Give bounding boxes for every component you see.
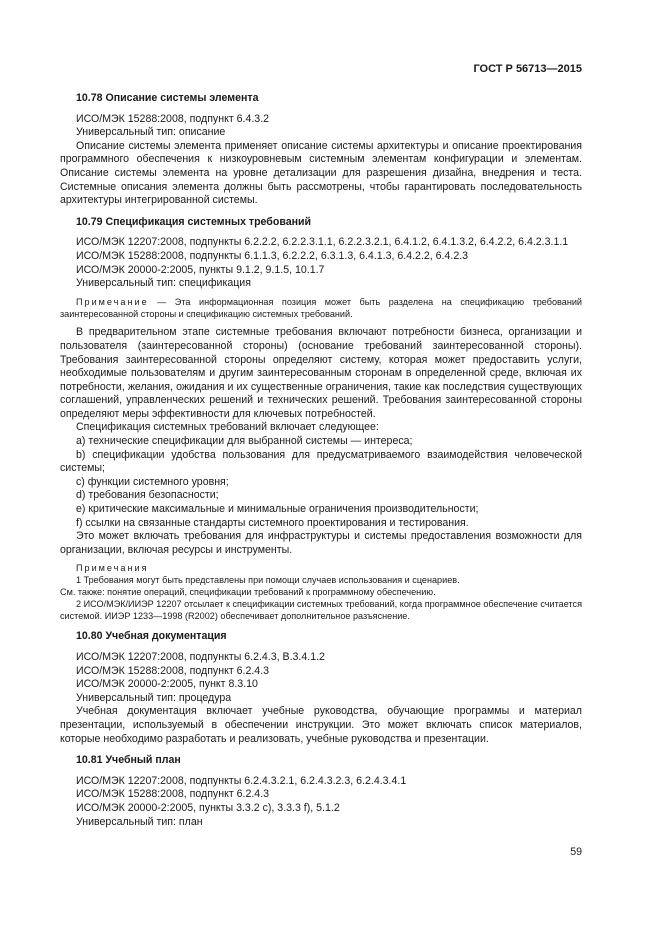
ref-line: Универсальный тип: описание — [76, 126, 226, 139]
list-item: b) спецификации удобства пользования для предусматриваемого взаимодействия человеческой системы; — [60, 448, 582, 475]
page-number: 59 — [570, 846, 582, 858]
notes-label: Примечания — [76, 563, 149, 574]
ref-line: ИСО/МЭК 12207:2008, подпункты 6.2.4.3.2.1, 6.2.4.3.2.3, 6.2.4.3.4.1 — [76, 774, 407, 787]
note — [60, 297, 582, 321]
ref-line: Универсальный тип: спецификация — [76, 277, 251, 290]
note-item: 2 ИСО/МЭК/ИИЭР 12207 отсылает к спецификации системных требований, когда программное обеспечение считается системой. ИИЭР 1233—1998 (R2002) обеспечивает дополнительное разъяснение. — [60, 598, 582, 621]
ref-line: ИСО/МЭК 20000-2:2005, пункты 9.1.2, 9.1.5, 10.1.7 — [76, 263, 325, 276]
list-item: a) технические спецификации для выбранной системы — интереса; — [76, 435, 413, 448]
ref-line: ИСО/МЭК 20000-2:2005, пункты 3.3.2 с), 3.3.3 f), 5.1.2 — [76, 801, 340, 814]
list-item: c) функции системного уровня; — [76, 475, 229, 488]
ref-line: Универсальный тип: процедура — [76, 691, 232, 704]
section-10-78 — [60, 92, 582, 208]
section-refs — [60, 775, 582, 829]
list-item: d) требования безопасности; — [76, 489, 219, 502]
list-item: e) критические максимальные и минимальные ограничения производительности; — [76, 503, 479, 516]
paragraph: Описание системы элемента применяет описание системы архитектуры и описание проектирования программного обеспечения к низкоуровневым системным элементам конфигурации и элементам. Описание системы элемента на уровне детализации для разрешения дизайна, внедрения и теста. Системные описания элемента должны быть рассмотрены, чтобы гарантировать последовательность архитектуры интегрированной системы. — [60, 139, 582, 207]
section-10-79 — [60, 216, 582, 623]
ref-line: ИСО/МЭК 15288:2008, подпункт 6.2.4.3 — [76, 788, 270, 801]
section-heading: 10.78 Описание системы элемента — [76, 92, 259, 104]
section-refs — [60, 113, 582, 140]
section-10-80 — [60, 630, 582, 746]
note-label: Примечание — [76, 296, 149, 307]
ref-line: Универсальный тип: план — [76, 815, 203, 828]
ref-line: ИСО/МЭК 15288:2008, подпункты 6.1.1.3, 6.2.2.2, 6.3.1.3, 6.4.1.3, 6.4.2.2, 6.4.2.3 — [76, 249, 469, 262]
ref-line: ИСО/МЭК 12207:2008, подпункты 6.2.4.3, B.3.4.1.2 — [76, 650, 325, 663]
list-item: f) ссылки на связанные стандарты системного проектирования и тестирования. — [76, 516, 469, 529]
section-heading: 10.79 Спецификация системных требований — [76, 215, 312, 228]
section-refs — [60, 236, 582, 290]
note-item: См. также: понятие операций, спецификации требований к программному обеспечению. — [60, 587, 436, 597]
section-refs — [60, 651, 582, 705]
note-item: 1 Требования могут быть представлены при помощи случаев использования и сценариев. — [76, 575, 460, 586]
section-heading: 10.80 Учебная документация — [76, 630, 227, 643]
section-10-81 — [60, 754, 582, 829]
paragraph: В предварительном этапе системные требования включают потребности бизнеса, организации и пользователя (заинтересованной стороны) (основание требований заинтересованной стороны). Требования заинтересованной стороны определяют систему, которая может предоставить услуги, необходимые пользователям и другим заинтересованным сторонам в определенной среде, включая их потребности, желания, ожидания и их существенные ограничения, такие как последствия существующих соглашений, управленческих решений и технических решений. Требования заинтересованной стороны определяют меры эффективности для ключевых потребностей. — [60, 326, 582, 420]
page-content — [60, 92, 582, 837]
notes — [60, 563, 582, 622]
standard-number: ГОСТ Р 56713—2015 — [473, 63, 582, 75]
ref-line: ИСО/МЭК 20000-2:2005, пункт 8.3.10 — [76, 678, 258, 691]
section-heading: 10.81 Учебный план — [76, 754, 181, 767]
ref-line: ИСО/МЭК 15288:2008, подпункт 6.4.3.2 — [76, 112, 270, 125]
ref-line: ИСО/МЭК 12207:2008, подпункты 6.2.2.2, 6.2.2.3.1.1, 6.2.2.3.2.1, 6.4.1.2, 6.4.1.3.2, 6.4.2.2, 6.4.2.3.1.1 — [76, 236, 569, 249]
ref-line: ИСО/МЭК 15288:2008, подпункт 6.2.4.3 — [76, 664, 270, 677]
paragraph: Это может включать требования для инфраструктуры и системы предоставления возможности для организации, включая ресурсы и инструменты. — [60, 530, 582, 556]
paragraph: Учебная документация включает учебные руководства, обучающие программы и материал презентации, используемый в обеспечении инструкции. Это может включать список материалов, которые необходимо разработать и реализовать, учебные руководства и презентации. — [60, 705, 582, 745]
list-intro: Спецификация системных требований включает следующее: — [76, 421, 379, 434]
note-text: — Эта информационная позиция может быть разделена на спецификацию требований заинтересованной стороны и спецификацию системных требований. — [60, 296, 582, 319]
